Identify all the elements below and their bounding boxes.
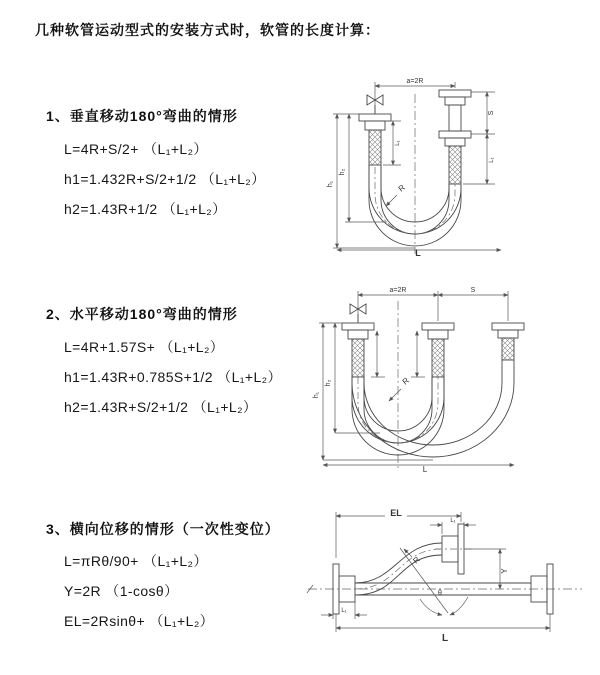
section1-formula-h2: h2=1.43R+1/2 （L₁+L₂） xyxy=(64,201,227,217)
section1-formula-L: L=4R+S/2+ （L₁+L₂） xyxy=(64,141,208,157)
section2-formula-h1: h1=1.43R+0.785S+1/2 （L₁+L₂） xyxy=(64,369,282,385)
section2-formula-L: L=4R+1.57S+ （L₁+L₂） xyxy=(64,339,225,355)
dim-label-h2: h₂ xyxy=(325,379,332,387)
dim-label-y: Y xyxy=(500,568,509,574)
radius-label: R xyxy=(396,182,407,194)
diagram-lateral-displacement xyxy=(300,498,590,653)
right-pipe-flange xyxy=(492,323,524,360)
diagram-horizontal-180-bend xyxy=(305,283,550,473)
radius-label: R xyxy=(411,554,422,566)
dim-label-l1-top: L₁ xyxy=(450,518,456,524)
dim-label-h1: h₁ xyxy=(313,391,320,399)
left-pipe-flange xyxy=(342,323,374,377)
dim-label-l1-left: L₁ xyxy=(395,140,401,146)
dim-label-el: EL xyxy=(390,508,402,518)
page-title: 几种软管运动型式的安装方式时，软管的长度计算： xyxy=(35,22,380,38)
section3-heading: 3、横向位移的情形（一次性变位） xyxy=(46,521,280,537)
length-label: L xyxy=(422,465,428,473)
dim-label-s: S xyxy=(488,110,495,116)
dim-label-a2r: a=2R xyxy=(406,78,424,85)
theta-label: θ xyxy=(438,590,442,597)
section3-formula-L: L=πRθ/90+ （L₁+L₂） xyxy=(64,553,208,569)
section2-formula-h2: h2=1.43R+S/2+1/2 （L₁+L₂） xyxy=(64,399,258,415)
diagram-vertical-180-bend xyxy=(315,72,530,257)
section1-formula-h1: h1=1.432R+S/2+1/2 （L₁+L₂） xyxy=(64,171,266,187)
dim-label-h2: h₂ xyxy=(339,168,346,176)
middle-pipe-flange xyxy=(422,323,454,377)
section3-formula-Y: Y=2R （1-cosθ） xyxy=(64,583,179,599)
dim-label-h1: h₁ xyxy=(327,180,334,188)
dim-label-s: S xyxy=(470,287,476,294)
length-label: L xyxy=(415,248,421,257)
dim-label-l1-right: L₁ xyxy=(489,157,495,163)
dim-label-l1-bottom: L₁ xyxy=(341,608,347,614)
dim-label-a2r: a=2R xyxy=(389,287,407,294)
right-pipe-flange xyxy=(439,90,471,184)
hose-loops xyxy=(369,165,461,246)
radius-label: R xyxy=(400,375,411,387)
section2-heading: 2、水平移动180°弯曲的情形 xyxy=(46,306,238,322)
length-label: L xyxy=(441,633,449,644)
section3-formula-EL: EL=2Rsinθ+ （L₁+L₂） xyxy=(64,613,215,629)
section1-heading: 1、垂直移动180°弯曲的情形 xyxy=(46,108,238,124)
left-pipe-flange xyxy=(359,114,391,165)
